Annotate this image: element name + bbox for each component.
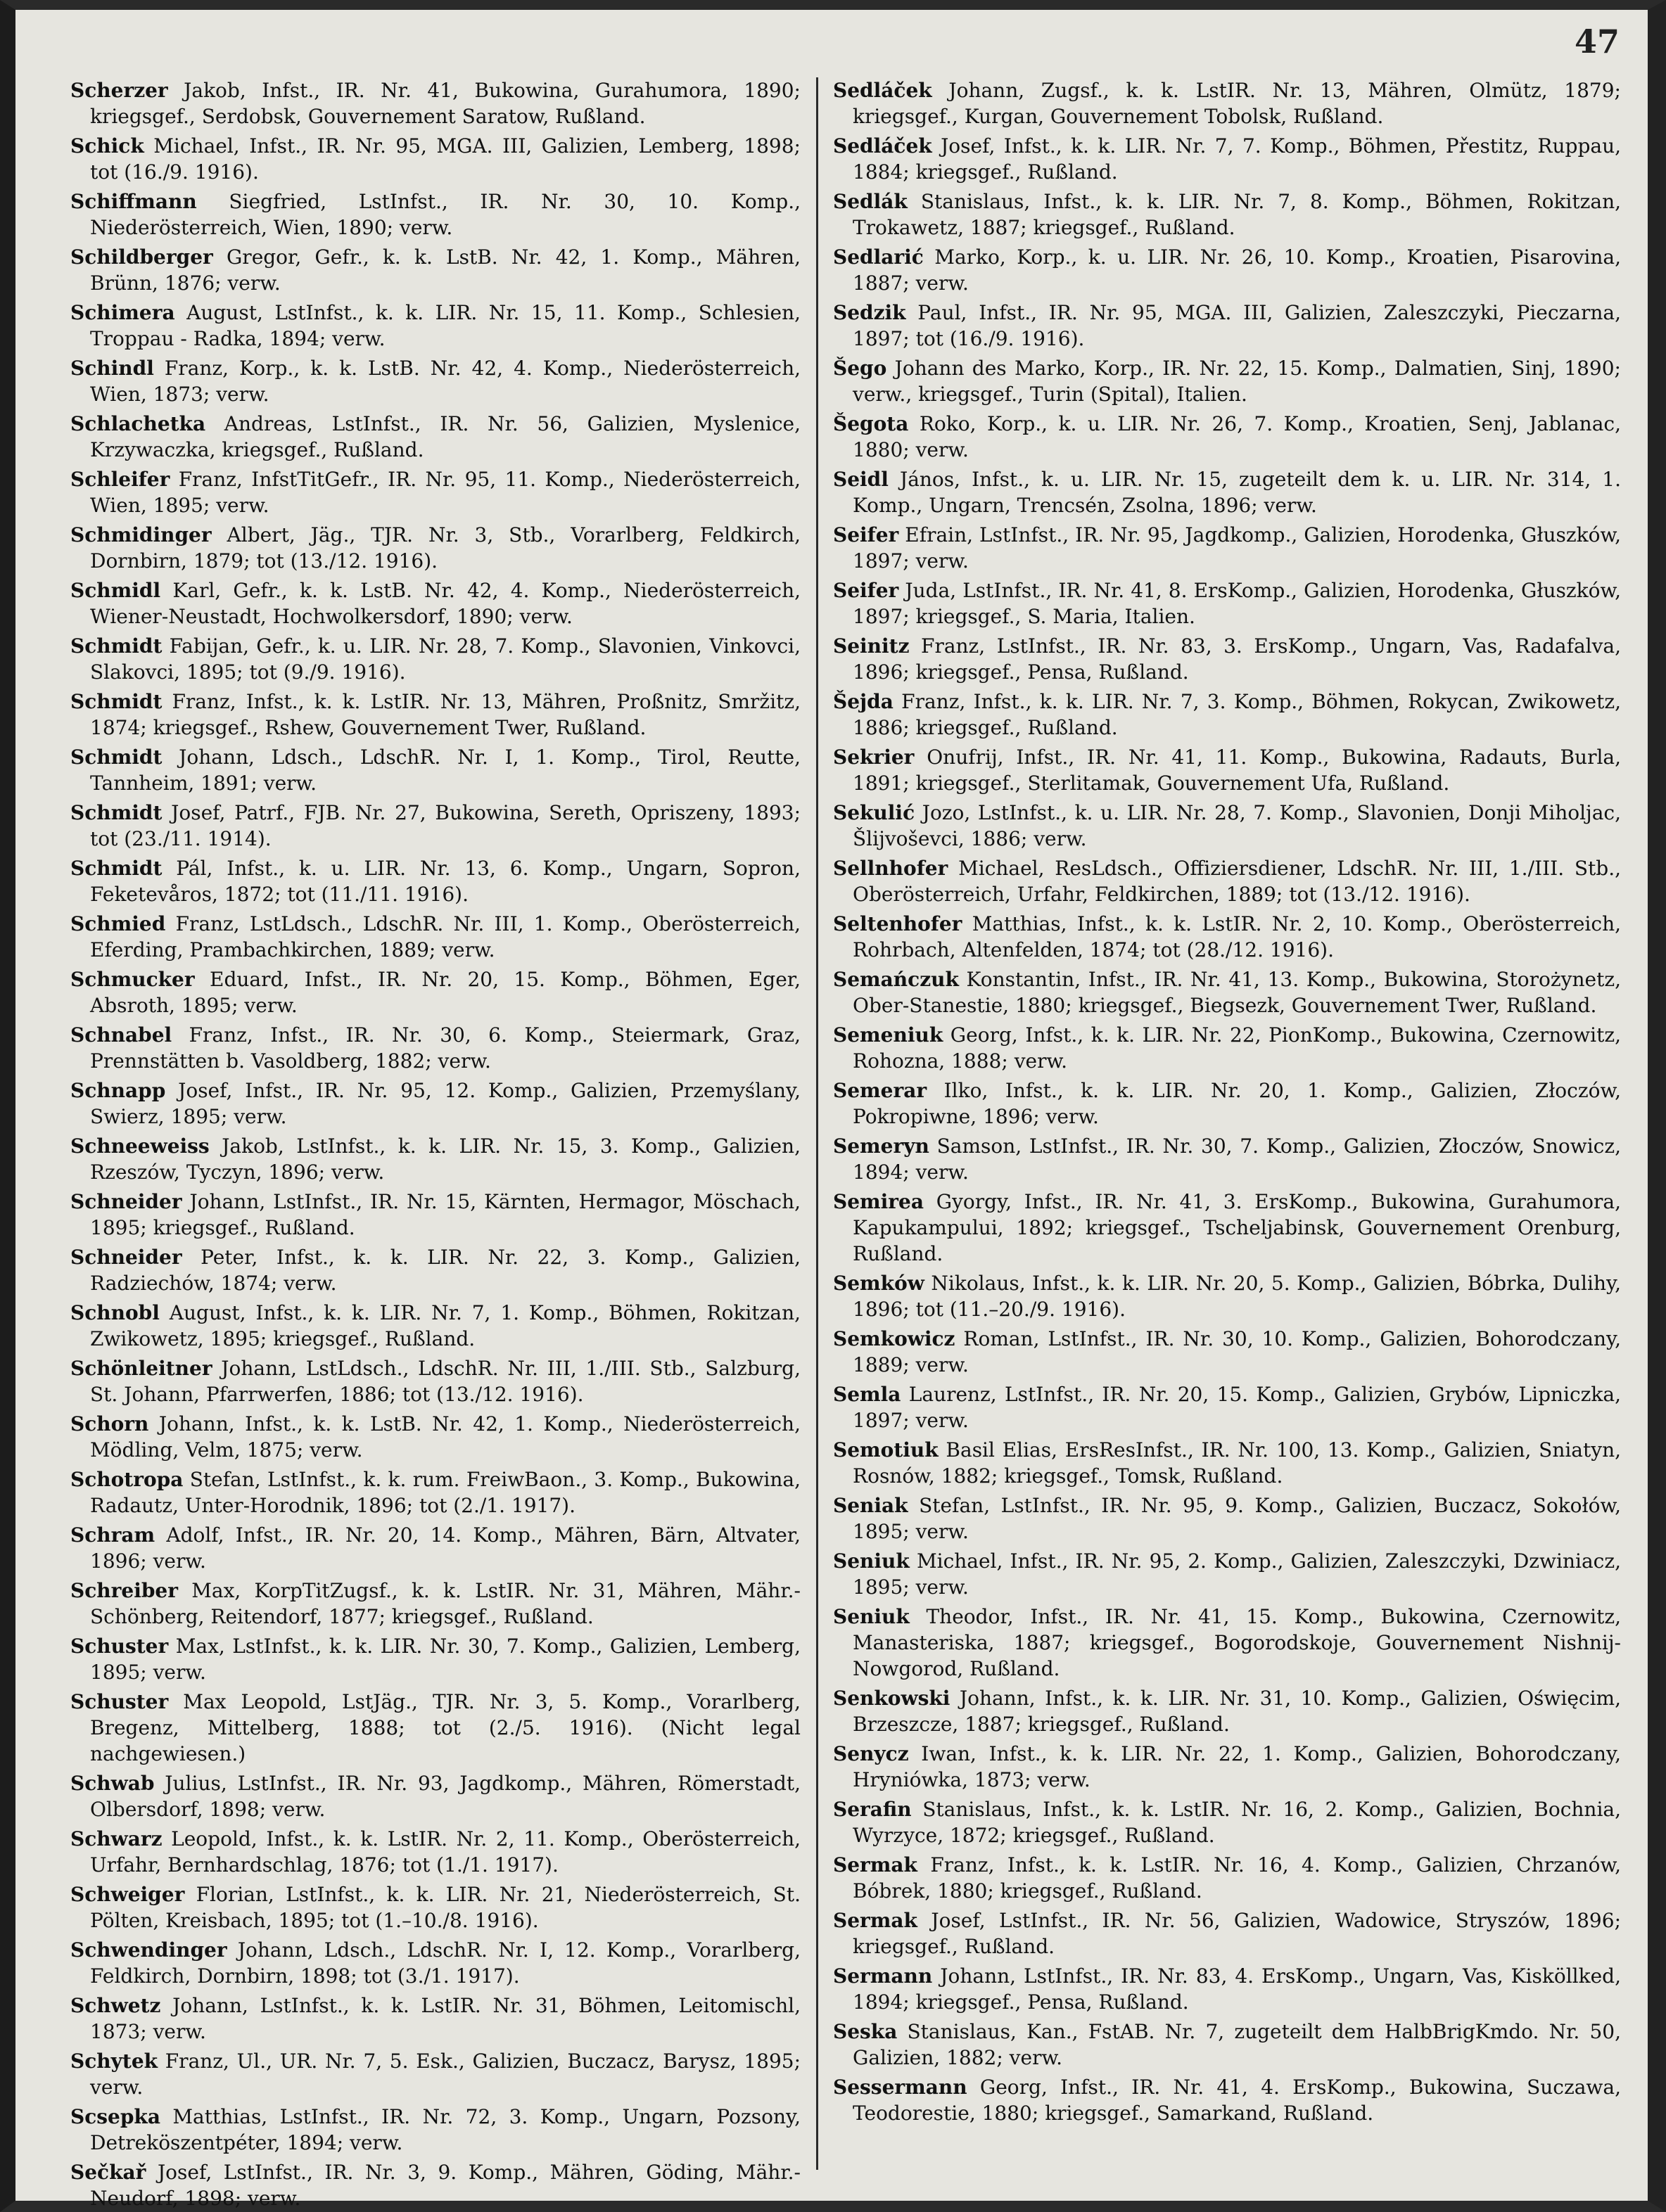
entry-surname: Schmidt [70,801,163,824]
list-entry [833,77,1621,129]
list-entry [833,1189,1621,1267]
entry-details: Siegfried, LstInfst., IR. Nr. 30, 10. Komp., Niederösterreich, Wien, 1890; verw. [90,190,801,239]
entry-details: Johann des Marko, Korp., IR. Nr. 22, 15. Komp., Dalmatien, Sinj, 1890; verw., kriegsgef., Turin (Spital), Italien. [853,357,1621,406]
list-entry [833,244,1621,296]
entry-surname: Schotropa [70,1468,184,1491]
list-entry [833,1381,1621,1433]
entry-details: Matthias, LstInfst., IR. Nr. 72, 3. Komp., Ungarn, Pozsony, Detreköszentpéter, 1894; verw. [90,2105,801,2154]
list-entry [70,800,801,852]
entry-details: Franz, LstInfst., IR. Nr. 83, 3. ErsKomp., Ungarn, Vas, Radafalva, 1896; kriegsgef., Pensa, Rußland. [853,634,1622,684]
entry-details: Julius, LstInfst., IR. Nr. 93, Jagdkomp., Mähren, Römerstadt, Olbersdorf, 1898; verw. [90,1772,801,1821]
list-entry [70,1770,801,1822]
entry-surname: Seifer [833,523,899,546]
entry-details: Matthias, Infst., k. k. LstIR. Nr. 2, 10. Komp., Oberösterreich, Rohrbach, Altenfelden, 1874; tot (28./12. 1916). [853,912,1622,961]
entry-surname: Schmied [70,912,166,935]
list-entry [70,355,801,407]
entry-details: Franz, Infst., k. k. LIR. Nr. 7, 3. Komp., Böhmen, Rokycan, Zwikowetz, 1886; kriegsgef., Rußland. [853,690,1622,739]
entry-surname: Sermak [833,1909,917,1932]
entry-surname: Schmidt [70,690,163,713]
list-entry [70,1189,801,1241]
list-entry [833,744,1621,796]
entry-surname: Sermann [833,1964,933,1988]
entry-details: Franz, Ul., UR. Nr. 7, 5. Esk., Galizien, Buczacz, Barysz, 1895; verw. [90,2050,801,2099]
entry-details: Peter, Infst., k. k. LIR. Nr. 22, 3. Komp., Galizien, Radziechów, 1874; verw. [90,1246,801,1295]
entry-surname: Seniak [833,1494,908,1517]
entry-surname: Senkowski [833,1687,950,1710]
list-entry [70,966,801,1018]
list-entry [70,911,801,963]
entry-surname: Seniuk [833,1549,910,1573]
entry-details: Pál, Infst., k. u. LIR. Nr. 13, 6. Komp., Ungarn, Sopron, Feketevåros, 1872; tot (11./11. 1916). [90,857,801,906]
entry-details: Georg, Infst., k. k. LIR. Nr. 22, PionKomp., Bukowina, Czernowitz, Rohozna, 1888; verw. [853,1023,1621,1073]
list-entry [833,1796,1621,1848]
list-entry [833,855,1621,907]
entry-surname: Schmucker [70,968,195,991]
entry-surname: Schwetz [70,1994,161,2017]
list-entry [70,1411,801,1463]
entry-details: Fabijan, Gefr., k. u. LIR. Nr. 28, 7. Komp., Slavonien, Vinkovci, Slakovci, 1895; tot (9./9. 1916). [90,634,801,684]
list-entry [70,1993,801,2045]
entry-details: Josef, Patrf., FJB. Nr. 27, Bukowina, Sereth, Opriszeny, 1893; tot (23./11. 1914). [90,801,801,850]
list-entry [833,1492,1621,1545]
list-entry [70,1689,801,1767]
list-entry [833,133,1621,185]
entry-details: Max, KorpTitZugsf., k. k. LstIR. Nr. 31, Mähren, Mähr.-Schönberg, Reitendorf, 1877; kriegsgef., Rußland. [90,1579,801,1628]
entry-surname: Schleifer [70,468,170,491]
entry-surname: Schlachetka [70,412,206,435]
entry-details: Laurenz, LstInfst., IR. Nr. 20, 15. Komp., Galizien, Grybów, Lipniczka, 1897; verw. [853,1383,1621,1432]
column-divider [816,77,818,2170]
entry-surname: Schram [70,1523,155,1547]
entry-surname: Schmidl [70,579,161,602]
page-number: 47 [1574,23,1620,60]
entry-surname: Schwab [70,1772,155,1795]
list-entry [70,1633,801,1685]
list-entry [833,1741,1621,1793]
entry-details: Iwan, Infst., k. k. LIR. Nr. 22, 1. Komp., Galizien, Bohorodczany, Hryniówka, 1873; verw. [853,1742,1621,1791]
entry-details: Michael, ResLdsch., Offiziersdiener, LdschR. Nr. III, 1./III. Stb., Oberösterreich, Urfahr, Feldkirchen, 1889; tot (13./12. 1916). [853,857,1621,906]
list-entry [833,466,1621,518]
entry-details: Roko, Korp., k. u. LIR. Nr. 26, 7. Komp., Kroatien, Senj, Jablanac, 1880; verw. [853,412,1621,461]
list-entry [70,466,801,518]
entry-details: Johann, LstInfst., IR. Nr. 83, 4. ErsKomp., Ungarn, Vas, Kisköllked, 1894; kriegsgef., Pensa, Rußland. [853,1964,1621,2014]
entry-details: Marko, Korp., k. u. LIR. Nr. 26, 10. Komp., Kroatien, Pisarovina, 1887; verw. [853,245,1621,295]
list-entry [70,855,801,907]
list-entry [833,1326,1621,1378]
list-entry [70,1937,801,1989]
entry-surname: Schytek [70,2050,158,2073]
list-entry [833,1685,1621,1737]
entry-surname: Schimera [70,301,175,324]
entry-surname: Sedlarić [833,245,924,269]
list-entry [70,133,801,185]
entry-details: Franz, Infst., IR. Nr. 30, 6. Komp., Steiermark, Graz, Prennstätten b. Vasoldberg, 1882; verw. [90,1023,801,1073]
list-entry [833,1133,1621,1185]
list-entry [833,300,1621,352]
entry-surname: Šego [833,357,887,380]
list-entry [70,1355,801,1407]
entry-details: Johann, LstLdsch., LdschR. Nr. III, 1./III. Stb., Salzburg, St. Johann, Pfarrwerfen, 1886; tot (13./12. 1916). [90,1357,801,1406]
entry-surname: Sellnhofer [833,857,948,880]
list-entry [70,77,801,129]
list-entry [833,522,1621,574]
list-entry [70,744,801,796]
list-entry [833,911,1621,963]
entry-surname: Schreiber [70,1579,178,1602]
list-entry [833,2019,1621,2071]
entry-surname: Schorn [70,1412,149,1436]
entry-surname: Serafin [833,1798,912,1821]
entry-surname: Schmidt [70,634,163,658]
list-entry [70,1881,801,1933]
entry-details: Nikolaus, Infst., k. k. LIR. Nr. 20, 5. Komp., Galizien, Bóbrka, Dulihy, 1896; tot (11.–20./9. 1916). [853,1272,1621,1321]
entry-surname: Semirea [833,1190,924,1213]
entry-details: Florian, LstInfst., k. k. LIR. Nr. 21, Niederösterreich, St. Pölten, Kreisbach, 1895; tot (1.–10./8. 1916). [90,1883,801,1932]
entry-surname: Schwarz [70,1827,163,1850]
entry-details: Jakob, LstInfst., k. k. LIR. Nr. 15, 3. Komp., Galizien, Rzeszów, Tyczyn, 1896; verw. [90,1134,801,1184]
list-entry [833,633,1621,685]
entry-surname: Semeryn [833,1134,929,1158]
entry-surname: Semków [833,1272,924,1295]
list-entry [833,689,1621,741]
list-entry [70,1078,801,1130]
list-entry [833,1852,1621,1904]
list-entry [833,800,1621,852]
entry-surname: Šegota [833,412,909,435]
list-entry [70,300,801,352]
entry-details: Stefan, LstInfst., k. k. rum. FreiwBaon., 3. Komp., Bukowina, Radautz, Unter-Horodnik, 1896; tot (2./1. 1917). [90,1468,801,1517]
list-entry [833,1604,1621,1682]
entry-surname: Sekrier [833,746,915,769]
entry-details: Stanislaus, Kan., FstAB. Nr. 7, zugeteilt dem HalbBrigKmdo. Nr. 50, Galizien, 1882; verw. [853,2020,1621,2069]
entry-surname: Schmidt [70,857,163,880]
list-entry [70,1244,801,1296]
entry-details: Konstantin, Infst., IR. Nr. 41, 13. Komp., Bukowina, Storożynetz, Ober-Stanestie, 1880; kriegsgef., Biegsezk, Gouvernement Twer, Rußland. [853,968,1621,1017]
entry-details: Johann, Ldsch., LdschR. Nr. I, 1. Komp., Tirol, Reutte, Tannheim, 1891; verw. [90,746,801,795]
entry-details: Eduard, Infst., IR. Nr. 20, 15. Komp., Böhmen, Eger, Absroth, 1895; verw. [90,968,801,1017]
list-entry [70,1466,801,1519]
entry-details: Jakob, Infst., IR. Nr. 41, Bukowina, Gurahumora, 1890; kriegsgef., Serdobsk, Gouvernement Saratow, Rußland. [90,79,801,128]
entry-surname: Seidl [833,468,889,491]
list-entry [70,2104,801,2156]
entry-surname: Semkowicz [833,1327,955,1350]
list-entry [70,1522,801,1574]
entry-surname: Semla [833,1383,901,1406]
entry-details: Franz, Korp., k. k. LstB. Nr. 42, 4. Komp., Niederösterreich, Wien, 1873; verw. [90,357,801,406]
entry-surname: Semerar [833,1079,927,1102]
entry-surname: Schindl [70,357,154,380]
entry-details: Johann, Zugsf., k. k. LstIR. Nr. 13, Mähren, Olmütz, 1879; kriegsgef., Kurgan, Gouvernement Tobolsk, Rußland. [853,79,1621,128]
entry-details: Theodor, Infst., IR. Nr. 41, 15. Komp., Bukowina, Czernowitz, Manasteriska, 1887; kriegsgef., Bogorodskoje, Gouvernement Nishnij-Nowgorod, Rußland. [853,1605,1621,1680]
entry-details: Stefan, LstInfst., IR. Nr. 95, 9. Komp., Galizien, Buczacz, Sokołów, 1895; verw. [853,1494,1621,1543]
entry-details: Johann, LstInfst., IR. Nr. 15, Kärnten, Hermagor, Möschach, 1895; kriegsgef., Rußland. [90,1190,801,1239]
list-entry [833,1907,1621,1960]
entry-details: Georg, Infst., IR. Nr. 41, 4. ErsKomp., Bukowina, Suczawa, Teodorestie, 1880; kriegsgef., Samarkand, Rußland. [853,2076,1621,2125]
entry-surname: Schuster [70,1635,169,1658]
entry-details: Johann, LstInfst., k. k. LstIR. Nr. 31, Böhmen, Leitomischl, 1873; verw. [90,1994,801,2043]
list-entry [833,355,1621,407]
list-entry [70,1133,801,1185]
entry-surname: Semańczuk [833,968,959,991]
entry-surname: Sedlák [833,190,908,213]
entry-surname: Schildberger [70,245,213,269]
entry-surname: Schönleitner [70,1357,212,1380]
entry-details: Roman, LstInfst., IR. Nr. 30, 10. Komp., Galizien, Bohorodczany, 1889; verw. [853,1327,1621,1376]
entry-details: János, Infst., k. u. LIR. Nr. 15, zugeteilt dem k. u. LIR. Nr. 314, 1. Komp., Ungarn, Trencsén, Zsolna, 1896; verw. [853,468,1621,517]
list-entry [70,577,801,629]
entry-details: Johann, Ldsch., LdschR. Nr. I, 12. Komp., Vorarlberg, Feldkirch, Dornbirn, 1898; tot (3./1. 1917). [90,1938,801,1988]
entry-details: August, LstInfst., k. k. LIR. Nr. 15, 11. Komp., Schlesien, Troppau - Radka, 1894; verw. [90,301,801,350]
list-entry [70,1022,801,1074]
right-column [833,77,1621,2180]
entry-details: Stanislaus, Infst., k. k. LstIR. Nr. 16, 2. Komp., Galizien, Bochnia, Wyrzyce, 1872; kriegsgef., Rußland. [853,1798,1621,1847]
list-entry [833,1270,1621,1322]
list-entry [833,1963,1621,2015]
entry-surname: Schuster [70,1690,169,1713]
entry-surname: Šejda [833,690,894,713]
entry-surname: Schick [70,134,144,158]
entry-details: Gregor, Gefr., k. k. LstB. Nr. 42, 1. Komp., Mähren, Brünn, 1876; verw. [90,245,801,295]
list-entry [70,411,801,463]
entry-surname: Seska [833,2020,898,2043]
entry-details: Max, LstInfst., k. k. LIR. Nr. 30, 7. Komp., Galizien, Lemberg, 1895; verw. [90,1635,801,1684]
entry-details: Franz, InfstTitGefr., IR. Nr. 95, 11. Komp., Niederösterreich, Wien, 1895; verw. [90,468,801,517]
entry-surname: Schmidt [70,746,163,769]
entry-surname: Schnabel [70,1023,172,1047]
entry-details: Max Leopold, LstJäg., TJR. Nr. 3, 5. Komp., Vorarlberg, Bregenz, Mittelberg, 1888; tot (2./5. 1916). (Nicht legal nachgewiesen.) [90,1690,801,1765]
entry-details: Efrain, LstInfst., IR. Nr. 95, Jagdkomp., Galizien, Horodenka, Głuszków, 1897; verw. [853,523,1622,573]
list-entry [70,244,801,296]
list-entry [70,188,801,241]
entry-details: Basil Elias, ErsResInfst., IR. Nr. 100, 13. Komp., Galizien, Sniatyn, Rosnów, 1882; kriegsgef., Tomsk, Rußland. [853,1438,1622,1488]
list-entry [70,1578,801,1630]
entry-details: Samson, LstInfst., IR. Nr. 30, 7. Komp., Galizien, Złoczów, Snowicz, 1894; verw. [853,1134,1621,1184]
list-entry [833,966,1621,1018]
entry-details: Josef, LstInfst., IR. Nr. 56, Galizien, Wadowice, Stryszów, 1896; kriegsgef., Rußland. [853,1909,1621,1958]
entry-surname: Semotiuk [833,1438,939,1462]
entry-surname: Scsepka [70,2105,160,2128]
entry-details: Franz, LstLdsch., LdschR. Nr. III, 1. Komp., Oberösterreich, Eferding, Prambachkirchen, 1889; verw. [90,912,801,961]
entry-details: Johann, Infst., k. k. LstB. Nr. 42, 1. Komp., Niederösterreich, Mödling, Velm, 1875; verw. [90,1412,801,1462]
entry-details: Onufrij, Infst., IR. Nr. 41, 11. Komp., Bukowina, Radauts, Burla, 1891; kriegsgef., Sterlitamak, Gouvernement Ufa, Rußland. [853,746,1622,795]
entry-surname: Schneider [70,1190,182,1213]
entry-surname: Semeniuk [833,1023,943,1047]
entry-surname: Sessermann [833,2076,967,2099]
entry-details: Paul, Infst., IR. Nr. 95, MGA. III, Galizien, Zaleszczyki, Pieczarna, 1897; tot (16./9. 1916). [853,301,1621,350]
entry-details: Franz, Infst., k. k. LstIR. Nr. 13, Mähren, Proßnitz, Smržitz, 1874; kriegsgef., Rshew, Gouvernement Twer, Rußland. [90,690,801,739]
entry-details: Andreas, LstInfst., IR. Nr. 56, Galizien, Myslenice, Krzywaczka, kriegsgef., Rußland. [90,412,801,461]
entry-surname: Schmidinger [70,523,212,546]
list-entry [833,1548,1621,1600]
entry-details: Juda, LstInfst., IR. Nr. 41, 8. ErsKomp., Galizien, Horodenka, Głuszków, 1897; kriegsgef., S. Maria, Italien. [853,579,1621,628]
entry-details: Johann, Infst., k. k. LIR. Nr. 31, 10. Komp., Galizien, Oświęcim, Brzeszcze, 1887; kriegsgef., Rußland. [853,1687,1621,1736]
entry-details: Jozo, LstInfst., k. u. LIR. Nr. 28, 7. Komp., Slavonien, Donji Miholjac, Šlijvoševci, 1886; verw. [853,801,1621,850]
list-entry [70,689,801,741]
entry-surname: Schnapp [70,1079,166,1102]
entry-details: Michael, Infst., IR. Nr. 95, 2. Komp., Galizien, Zaleszczyki, Dzwiniacz, 1895; verw. [853,1549,1621,1599]
list-entry [70,1300,801,1352]
entry-surname: Sedzik [833,301,906,324]
entry-details: Albert, Jäg., TJR. Nr. 3, Stb., Vorarlberg, Feldkirch, Dornbirn, 1879; tot (13./12. 1916). [90,523,801,573]
list-entry [833,577,1621,629]
list-entry [833,1437,1621,1489]
entry-details: Michael, Infst., IR. Nr. 95, MGA. III, Galizien, Lemberg, 1898; tot (16./9. 1916). [90,134,801,184]
list-entry [70,2048,801,2100]
entry-surname: Sedláček [833,134,932,158]
entry-surname: Schnobl [70,1301,160,1324]
list-entry [70,1826,801,1878]
entry-details: Gyorgy, Infst., IR. Nr. 41, 3. ErsKomp., Bukowina, Gurahumora, Kapukampului, 1892; kriegsgef., Tscheljabinsk, Gouvernement Orenburg, Rußland. [853,1190,1622,1265]
entry-details: Josef, Infst., k. k. LIR. Nr. 7, 7. Komp., Böhmen, Přestitz, Ruppau, 1884; kriegsgef., Rußland. [853,134,1622,184]
entry-details: Karl, Gefr., k. k. LstB. Nr. 42, 4. Komp., Niederösterreich, Wiener-Neustadt, Hochwolkersdorf, 1890; verw. [90,579,801,628]
list-entry [70,633,801,685]
list-entry [833,2074,1621,2126]
entry-details: August, Infst., k. k. LIR. Nr. 7, 1. Komp., Böhmen, Rokitzan, Zwikowetz, 1895; kriegsgef., Rußland. [90,1301,801,1350]
entry-surname: Seniuk [833,1605,910,1628]
entry-surname: Sermak [833,1853,917,1877]
list-entry [833,411,1621,463]
entry-details: Josef, LstInfst., IR. Nr. 3, 9. Komp., Mähren, Göding, Mähr.-Neudorf, 1898; verw. [90,2161,801,2210]
entry-details: Stanislaus, Infst., k. k. LIR. Nr. 7, 8. Komp., Böhmen, Rokitzan, Trokawetz, 1887; kriegsgef., Rußland. [853,190,1622,239]
entry-surname: Schweiger [70,1883,185,1906]
list-entry [70,2159,801,2211]
left-column [70,77,801,2210]
list-entry [833,1022,1621,1074]
entry-surname: Scherzer [70,79,168,102]
entry-surname: Sečkař [70,2161,146,2184]
entry-surname: Senycz [833,1742,909,1765]
entry-surname: Sedláček [833,79,932,102]
entry-surname: Schneider [70,1246,182,1269]
entry-surname: Sekulić [833,801,915,824]
entry-surname: Seifer [833,579,899,602]
entry-details: Adolf, Infst., IR. Nr. 20, 14. Komp., Mähren, Bärn, Altvater, 1896; verw. [90,1523,801,1573]
entry-surname: Schneeweiss [70,1134,210,1158]
entry-details: Leopold, Infst., k. k. LstIR. Nr. 2, 11. Komp., Oberösterreich, Urfahr, Bernhardschlag, 1876; tot (1./1. 1917). [90,1827,801,1877]
list-entry [833,1078,1621,1130]
entry-surname: Schwendinger [70,1938,227,1962]
entry-details: Josef, Infst., IR. Nr. 95, 12. Komp., Galizien, Przemyślany, Swierz, 1895; verw. [90,1079,801,1128]
entry-surname: Schiffmann [70,190,197,213]
entry-details: Franz, Infst., k. k. LstIR. Nr. 16, 4. Komp., Galizien, Chrzanów, Bóbrek, 1880; kriegsgef., Rußland. [853,1853,1621,1903]
entry-surname: Seltenhofer [833,912,962,935]
list-entry [833,188,1621,241]
entry-details: Ilko, Infst., k. k. LIR. Nr. 20, 1. Komp., Galizien, Złoczów, Pokropiwne, 1896; verw. [853,1079,1622,1128]
list-entry [70,522,801,574]
entry-surname: Seinitz [833,634,910,658]
